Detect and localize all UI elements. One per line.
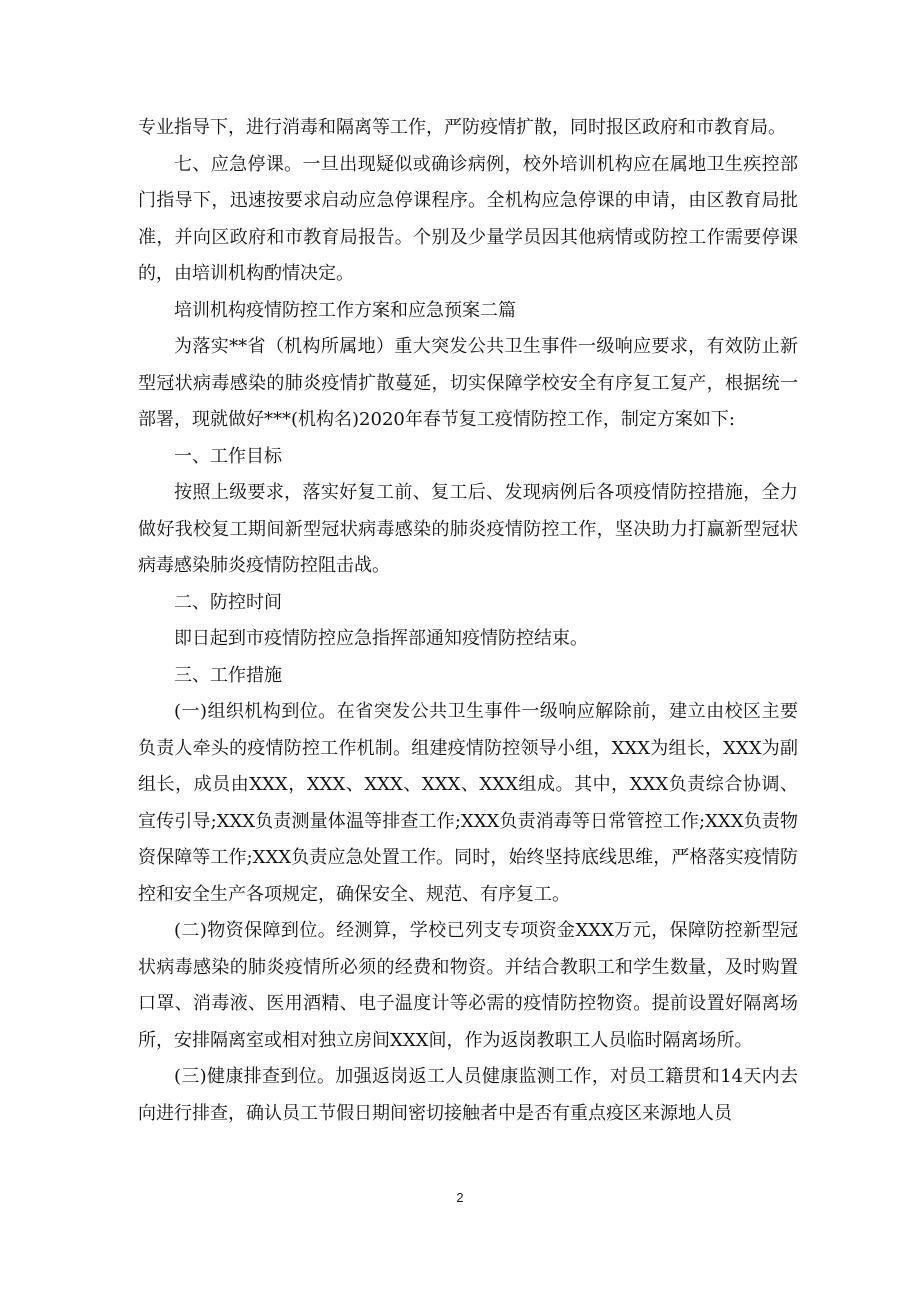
paragraph: (二)物资保障到位。经测算，学校已列支专项资金XXX万元，保障防控新型冠状病毒感染的肺炎疫情所必须的经费和物资。并结合教职工和学生数量，及时购置口罩、消毒液、医用酒精、电子温度计等必需的疫情防控物资。提前设置好隔离场所，安排隔离室或相对独立房间XXX间，作为返岗教职工人员临时隔离场所。	[138, 920, 798, 1051]
paragraph: 一、工作目标	[174, 445, 282, 467]
paragraph: 为落实**省（机构所属地）重大突发公共卫生事件一级响应要求，有效防止新型冠状病毒感染的肺炎疫情扩散蔓延，切实保障学校安全有序复工复产，根据统一部署，现就做好***(机构名)2020年春节复工疫情防控工作，制定方案如下:	[138, 336, 798, 430]
paragraph: 按照上级要求，落实好复工前、复工后、发现病例后各项疫情防控措施，全力做好我校复工期间新型冠状病毒感染的肺炎疫情防控工作，坚决助力打赢新型冠状病毒感染肺炎疫情防控阻击战。	[138, 482, 798, 576]
page-number: 2	[456, 1190, 464, 1205]
paragraph: 三、工作措施	[174, 664, 282, 686]
paragraph: 即日起到市疫情防控应急指挥部通知疫情防控结束。	[174, 628, 588, 649]
paragraph: 培训机构疫情防控工作方案和应急预案二篇	[174, 299, 516, 321]
paragraph: 专业指导下，进行消毒和隔离等工作，严防疫情扩散，同时报区政府和市教育局。	[138, 117, 786, 138]
paragraph: (三)健康排查到位。加强返岗返工人员健康监测工作，对员工籍贯和14天内去向进行排查，确认员工节假日期间密切接触者中是否有重点疫区来源地人员	[138, 1066, 798, 1124]
paragraph: 二、防控时间	[174, 591, 282, 613]
document-body	[138, 110, 798, 1132]
paragraph: 七、应急停课。一旦出现疑似或确诊病例，校外培训机构应在属地卫生疾控部门指导下，迅速按要求启动应急停课程序。全机构应急停课的申请，由区教育局批准，并向区政府和市教育局报告。个别及少量学员因其他病情或防控工作需要停课的，由培训机构酌情决定。	[138, 153, 798, 284]
paragraph: (一)组织机构到位。在省突发公共卫生事件一级响应解除前，建立由校区主要负责人牵头的疫情防控工作机制。组建疫情防控领导小组，XXX为组长，XXX为副组长，成员由XXX，XXX、XXX、XXX、XXX组成。其中，XXX负责综合协调、宣传引导;XXX负责测量体温等排查工作;XXX负责消毒等日常管控工作;XXX负责物资保障等工作;XXX负责应急处置工作。同时，始终坚持底线思维，严格落实疫情防控和安全生产各项规定，确保安全、规范、有序复工。	[138, 701, 798, 905]
